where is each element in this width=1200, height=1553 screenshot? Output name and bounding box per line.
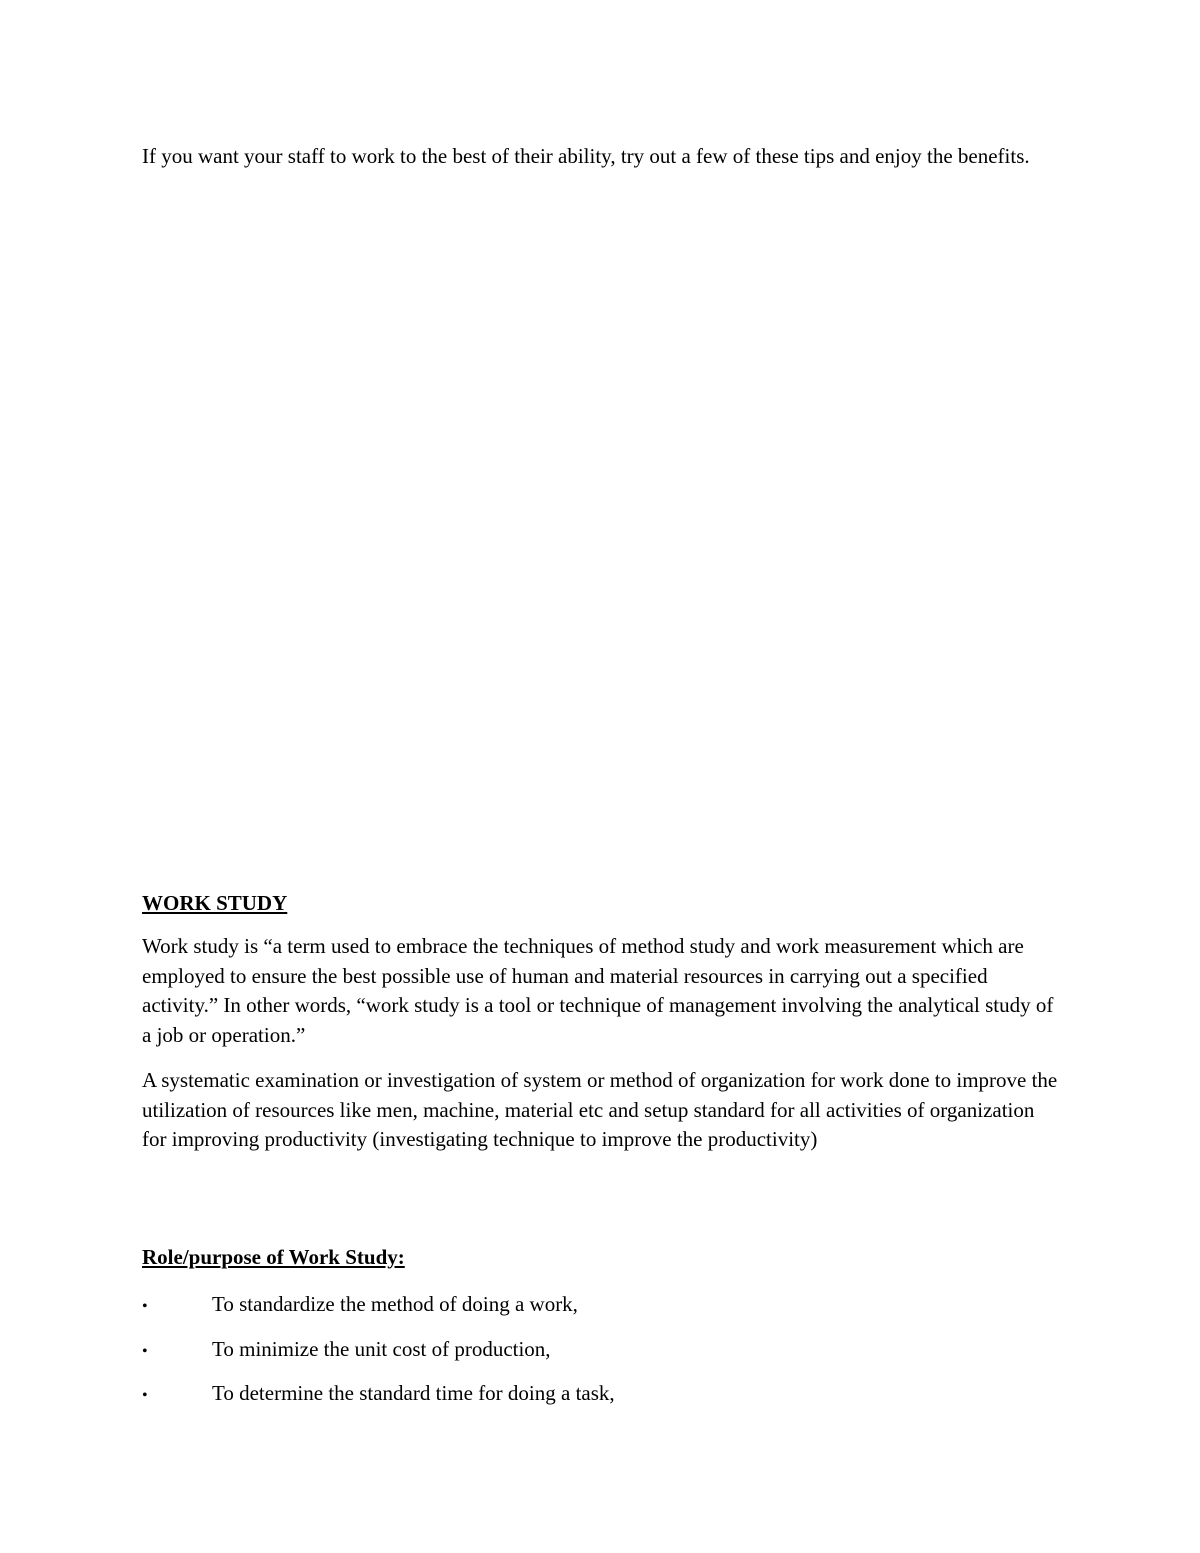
work-study-heading: WORK STUDY xyxy=(142,891,288,915)
list-item-text: To standardize the method of doing a work, xyxy=(212,1292,578,1316)
bullet-icon: • xyxy=(142,1342,148,1360)
bullet-icon: • xyxy=(142,1298,148,1315)
intro-paragraph: If you want your staff to work to the best of their ability, try out a few of these tips and enjoy the benefits. xyxy=(142,144,1030,168)
bullet-icon: • xyxy=(142,1387,148,1404)
work-study-description-paragraph: A systematic examination or investigation of system or method of organization for work done to improve the utilization of resources like men, machine, material etc and setup standard for all activities of organization for improving productivity (investigating technique to improve the productivity) xyxy=(142,1068,1058,1151)
work-study-definition-paragraph: Work study is “a term used to embrace the techniques of method study and work measurement which are employed to ensure the best possible use of human and material resources in carrying out a specified activity.” In other words, “work study is a tool or technique of management involving the analytical study of a job or operation.” xyxy=(142,934,1054,1047)
list-item-text: To minimize the unit cost of production, xyxy=(212,1336,551,1361)
role-purpose-heading: Role/purpose of Work Study: xyxy=(142,1245,405,1269)
list-item xyxy=(142,1290,1062,1335)
list-item-text: To determine the standard time for doing a task, xyxy=(212,1381,615,1405)
list-item xyxy=(142,1335,1062,1380)
list-item xyxy=(142,1379,1062,1424)
role-purpose-list xyxy=(142,1290,1062,1424)
